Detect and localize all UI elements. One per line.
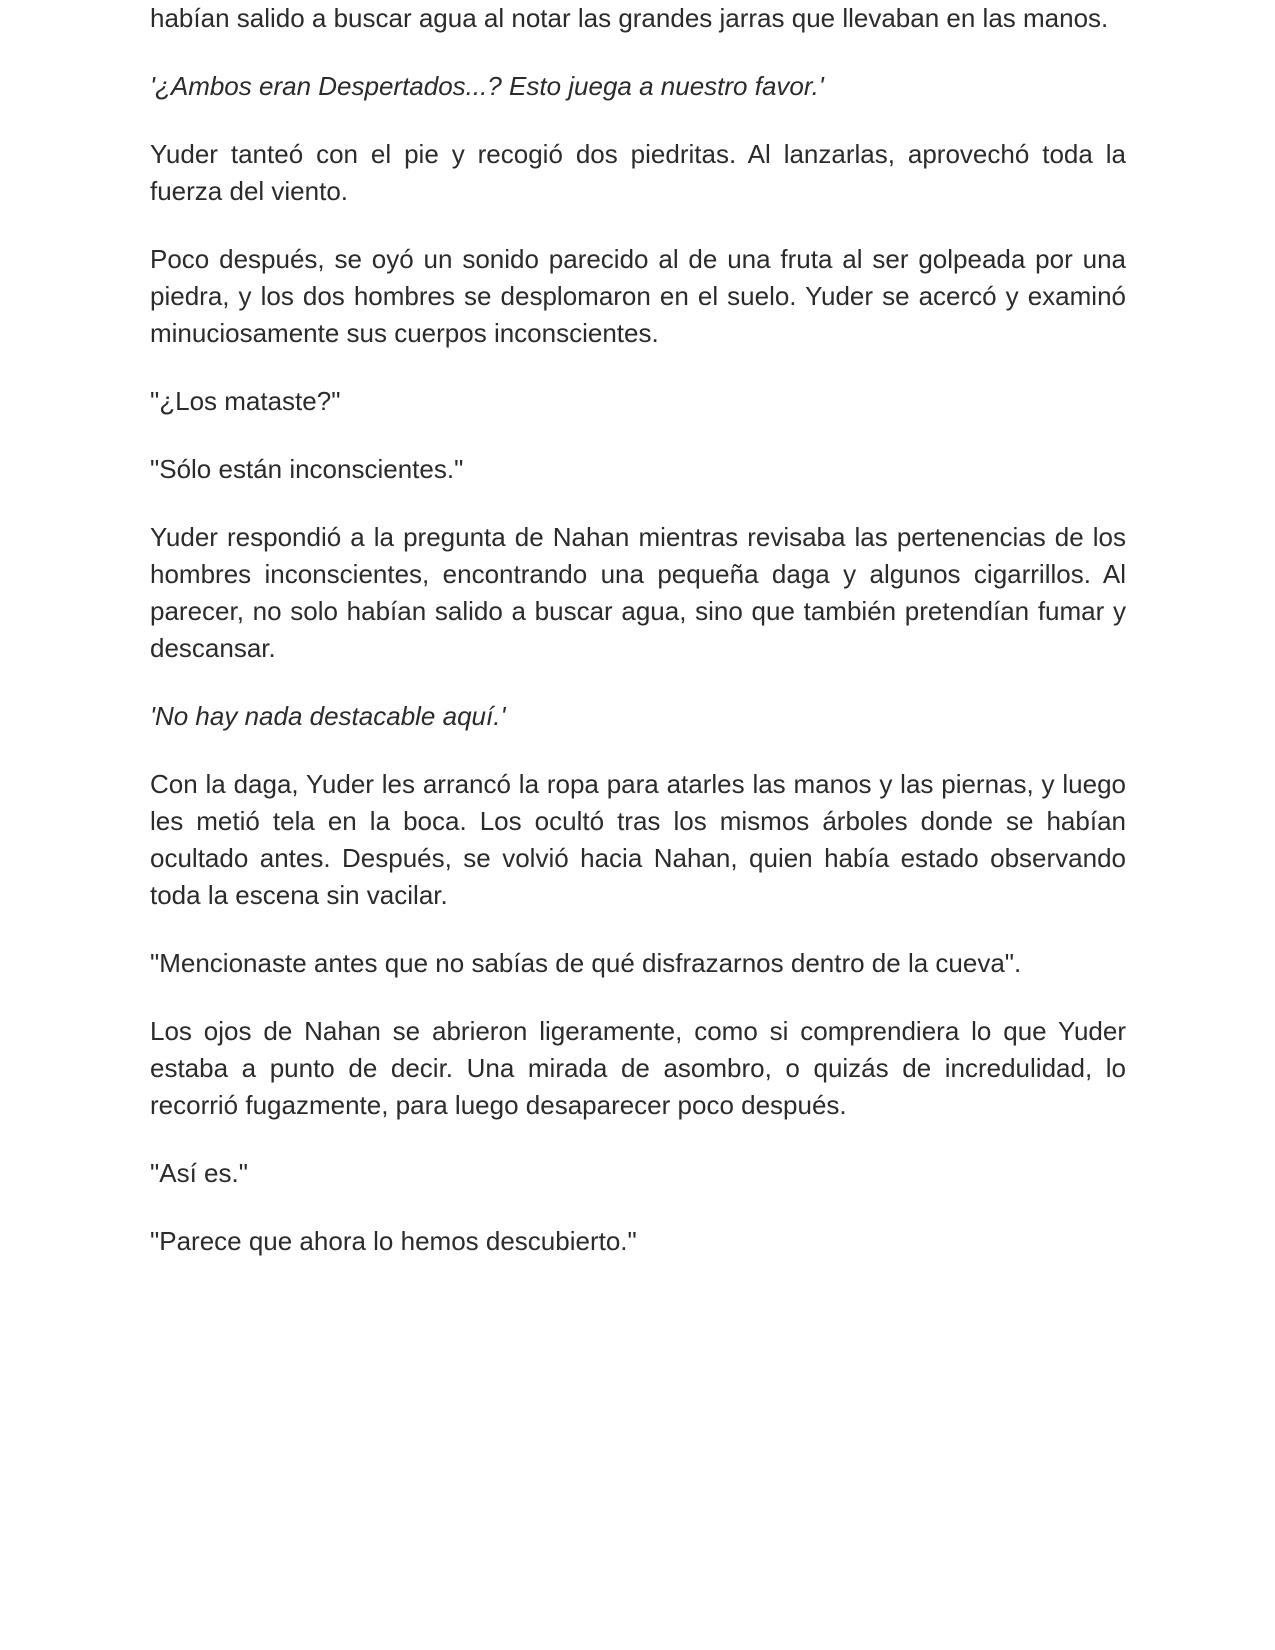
thought-paragraph: 'No hay nada destacable aquí.' <box>150 701 506 731</box>
dialogue-paragraph: "Sólo están inconscientes." <box>150 454 464 484</box>
paragraph: Yuder tanteó con el pie y recogió dos piedritas. Al lanzarlas, aprovechó toda la fuerza del viento. <box>150 139 1126 206</box>
paragraph: habían salido a buscar agua al notar las grandes jarras que llevaban en las manos. <box>150 3 1109 33</box>
paragraph: Poco después, se oyó un sonido parecido al de una fruta al ser golpeada por una piedra, y los dos hombres se desplomaron en el suelo. Yuder se acercó y examinó minuciosamente sus cuerpos inconscientes. <box>150 244 1126 348</box>
paragraph: Los ojos de Nahan se abrieron ligeramente, como si comprendiera lo que Yuder estaba a punto de decir. Una mirada de asombro, o quizás de incredulidad, lo recorrió fugazmente, para luego desaparecer poco después. <box>150 1016 1126 1120</box>
document-page <box>150 0 1126 1291</box>
dialogue-paragraph: "Parece que ahora lo hemos descubierto." <box>150 1226 637 1256</box>
dialogue-paragraph: "Así es." <box>150 1158 248 1188</box>
dialogue-paragraph: "Mencionaste antes que no sabías de qué disfrazarnos dentro de la cueva". <box>150 948 1022 978</box>
paragraph: Yuder respondió a la pregunta de Nahan mientras revisaba las pertenencias de los hombres inconscientes, encontrando una pequeña daga y algunos cigarrillos. Al parecer, no solo habían salido a buscar agua, sino que también pretendían fumar y descansar. <box>150 522 1126 663</box>
thought-paragraph: '¿Ambos eran Despertados...? Esto juega a nuestro favor.' <box>150 71 824 101</box>
dialogue-paragraph: "¿Los mataste?" <box>150 386 341 416</box>
paragraph: Con la daga, Yuder les arrancó la ropa para atarles las manos y las piernas, y luego les metió tela en la boca. Los ocultó tras los mismos árboles donde se habían ocultado antes. Después, se volvió hacia Nahan, quien había estado observando toda la escena sin vacilar. <box>150 769 1126 910</box>
